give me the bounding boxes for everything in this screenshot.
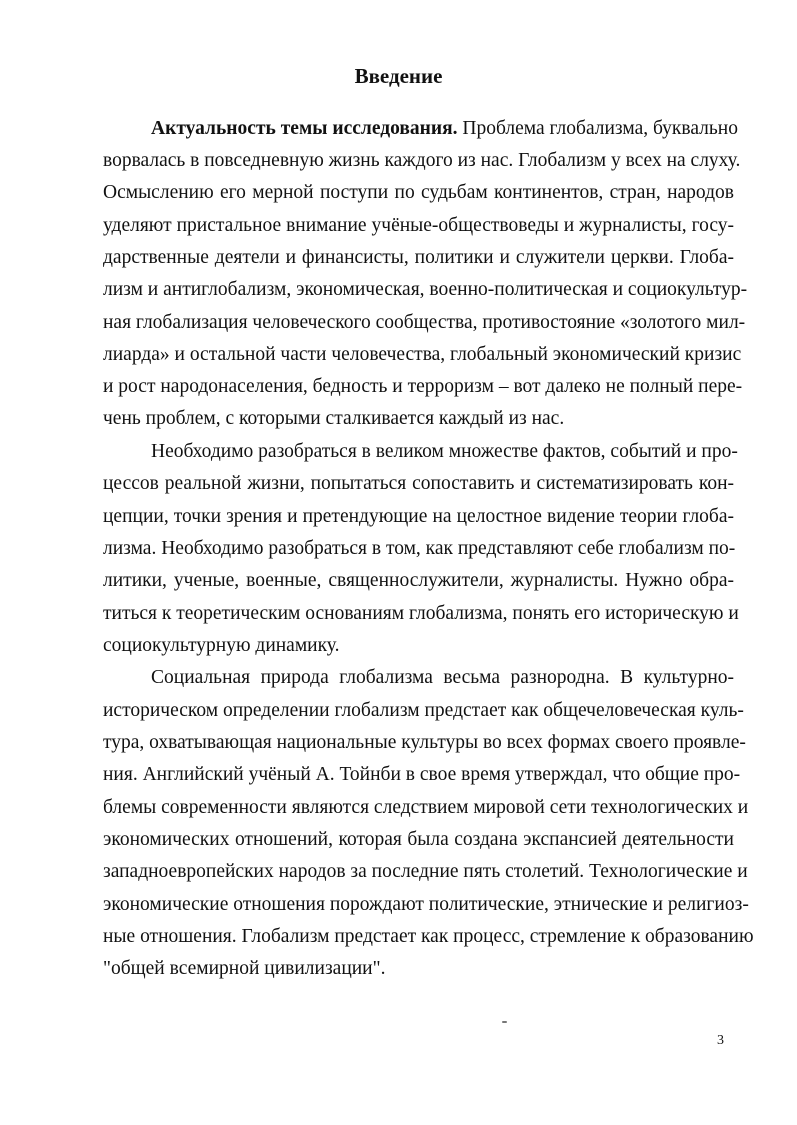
paragraph-1-line-1-text: Проблема глобализма, буквально xyxy=(457,118,738,139)
paragraph-3-line: западноевропейских народов за последние пять столетий. Технологические и xyxy=(103,861,748,882)
paragraph-1-line: Осмыслению его мерной поступи по судьбам континентов, стран, народов xyxy=(103,182,734,203)
paragraph-2-line: титься к теоретическим основаниям глобализма, понять его историческую и xyxy=(103,603,739,624)
page-title: Введение xyxy=(354,64,443,88)
paragraph-1-line: лиарда» и остальной части человечества, глобальный экономический кризис xyxy=(103,344,742,365)
paragraph-1-line: ная глобализация человеческого сообщества, противостояние «золотого мил- xyxy=(103,312,746,333)
paragraph-3-line: экономических отношений, которая была создана экспансией деятельности xyxy=(103,829,734,850)
page-number: 3 xyxy=(717,1033,724,1048)
paragraph-1-line: чень проблем, с которыми сталкивается каждый из нас. xyxy=(103,408,565,429)
paragraph-3-line: "общей всемирной цивилизации". xyxy=(103,958,386,979)
paragraph-2-line: социокультурную динамику. xyxy=(103,635,340,656)
paragraph-1-line: и рост народонаселения, бедность и терроризм – вот далеко не полный пере- xyxy=(103,376,743,397)
paragraph-1-line: ворвалась в повседневную жизнь каждого из нас. Глобализм у всех на слуху. xyxy=(103,150,741,171)
paragraph-2-line: цепции, точки зрения и претендующие на целостное видение теории глоба- xyxy=(103,506,734,527)
paragraph-3-line: экономические отношения порождают политические, этнические и религиоз- xyxy=(103,894,749,915)
paragraph-2-line: литики, ученые, военные, священнослужители, журналисты. Нужно обра- xyxy=(103,570,734,591)
paragraph-2-line: лизма. Необходимо разобраться в том, как представляют себе глобализм по- xyxy=(103,538,736,559)
paragraph-1-line: уделяют пристальное внимание учёные-обществоведы и журналисты, госу- xyxy=(103,215,734,236)
paragraph-3-line: тура, охватывающая национальные культуры во всех формах своего проявле- xyxy=(103,732,746,753)
paragraph-1-line: дарственные деятели и финансисты, политики и служители церкви. Глоба- xyxy=(103,247,734,268)
paragraph-3-line: ния. Английский учёный А. Тойнби в свое время утверждал, что общие про- xyxy=(103,764,741,785)
paragraph-1-line-1 xyxy=(151,117,738,141)
paragraph-2-line: цессов реальной жизни, попытаться сопоставить и систематизировать кон- xyxy=(103,473,734,494)
paragraph-2-line: Необходимо разобраться в великом множестве фактов, событий и про- xyxy=(151,441,738,462)
scan-speck xyxy=(502,1021,507,1023)
paragraph-3-line: ные отношения. Глобализм предстает как процесс, стремление к образованию xyxy=(103,926,754,947)
paragraph-3-line: историческом определении глобализм предстает как общечеловеческая куль- xyxy=(103,700,744,721)
paragraph-3-line: блемы современности являются следствием мировой сети технологических и xyxy=(103,797,749,818)
paragraph-1-line: лизм и антиглобализм, экономическая, военно-политическая и социокультур- xyxy=(103,279,748,300)
paragraph-1-lead: Актуальность темы исследования. xyxy=(151,118,458,139)
paragraph-3-line: Социальная природа глобализма весьма разнородна. В культурно- xyxy=(151,667,734,688)
